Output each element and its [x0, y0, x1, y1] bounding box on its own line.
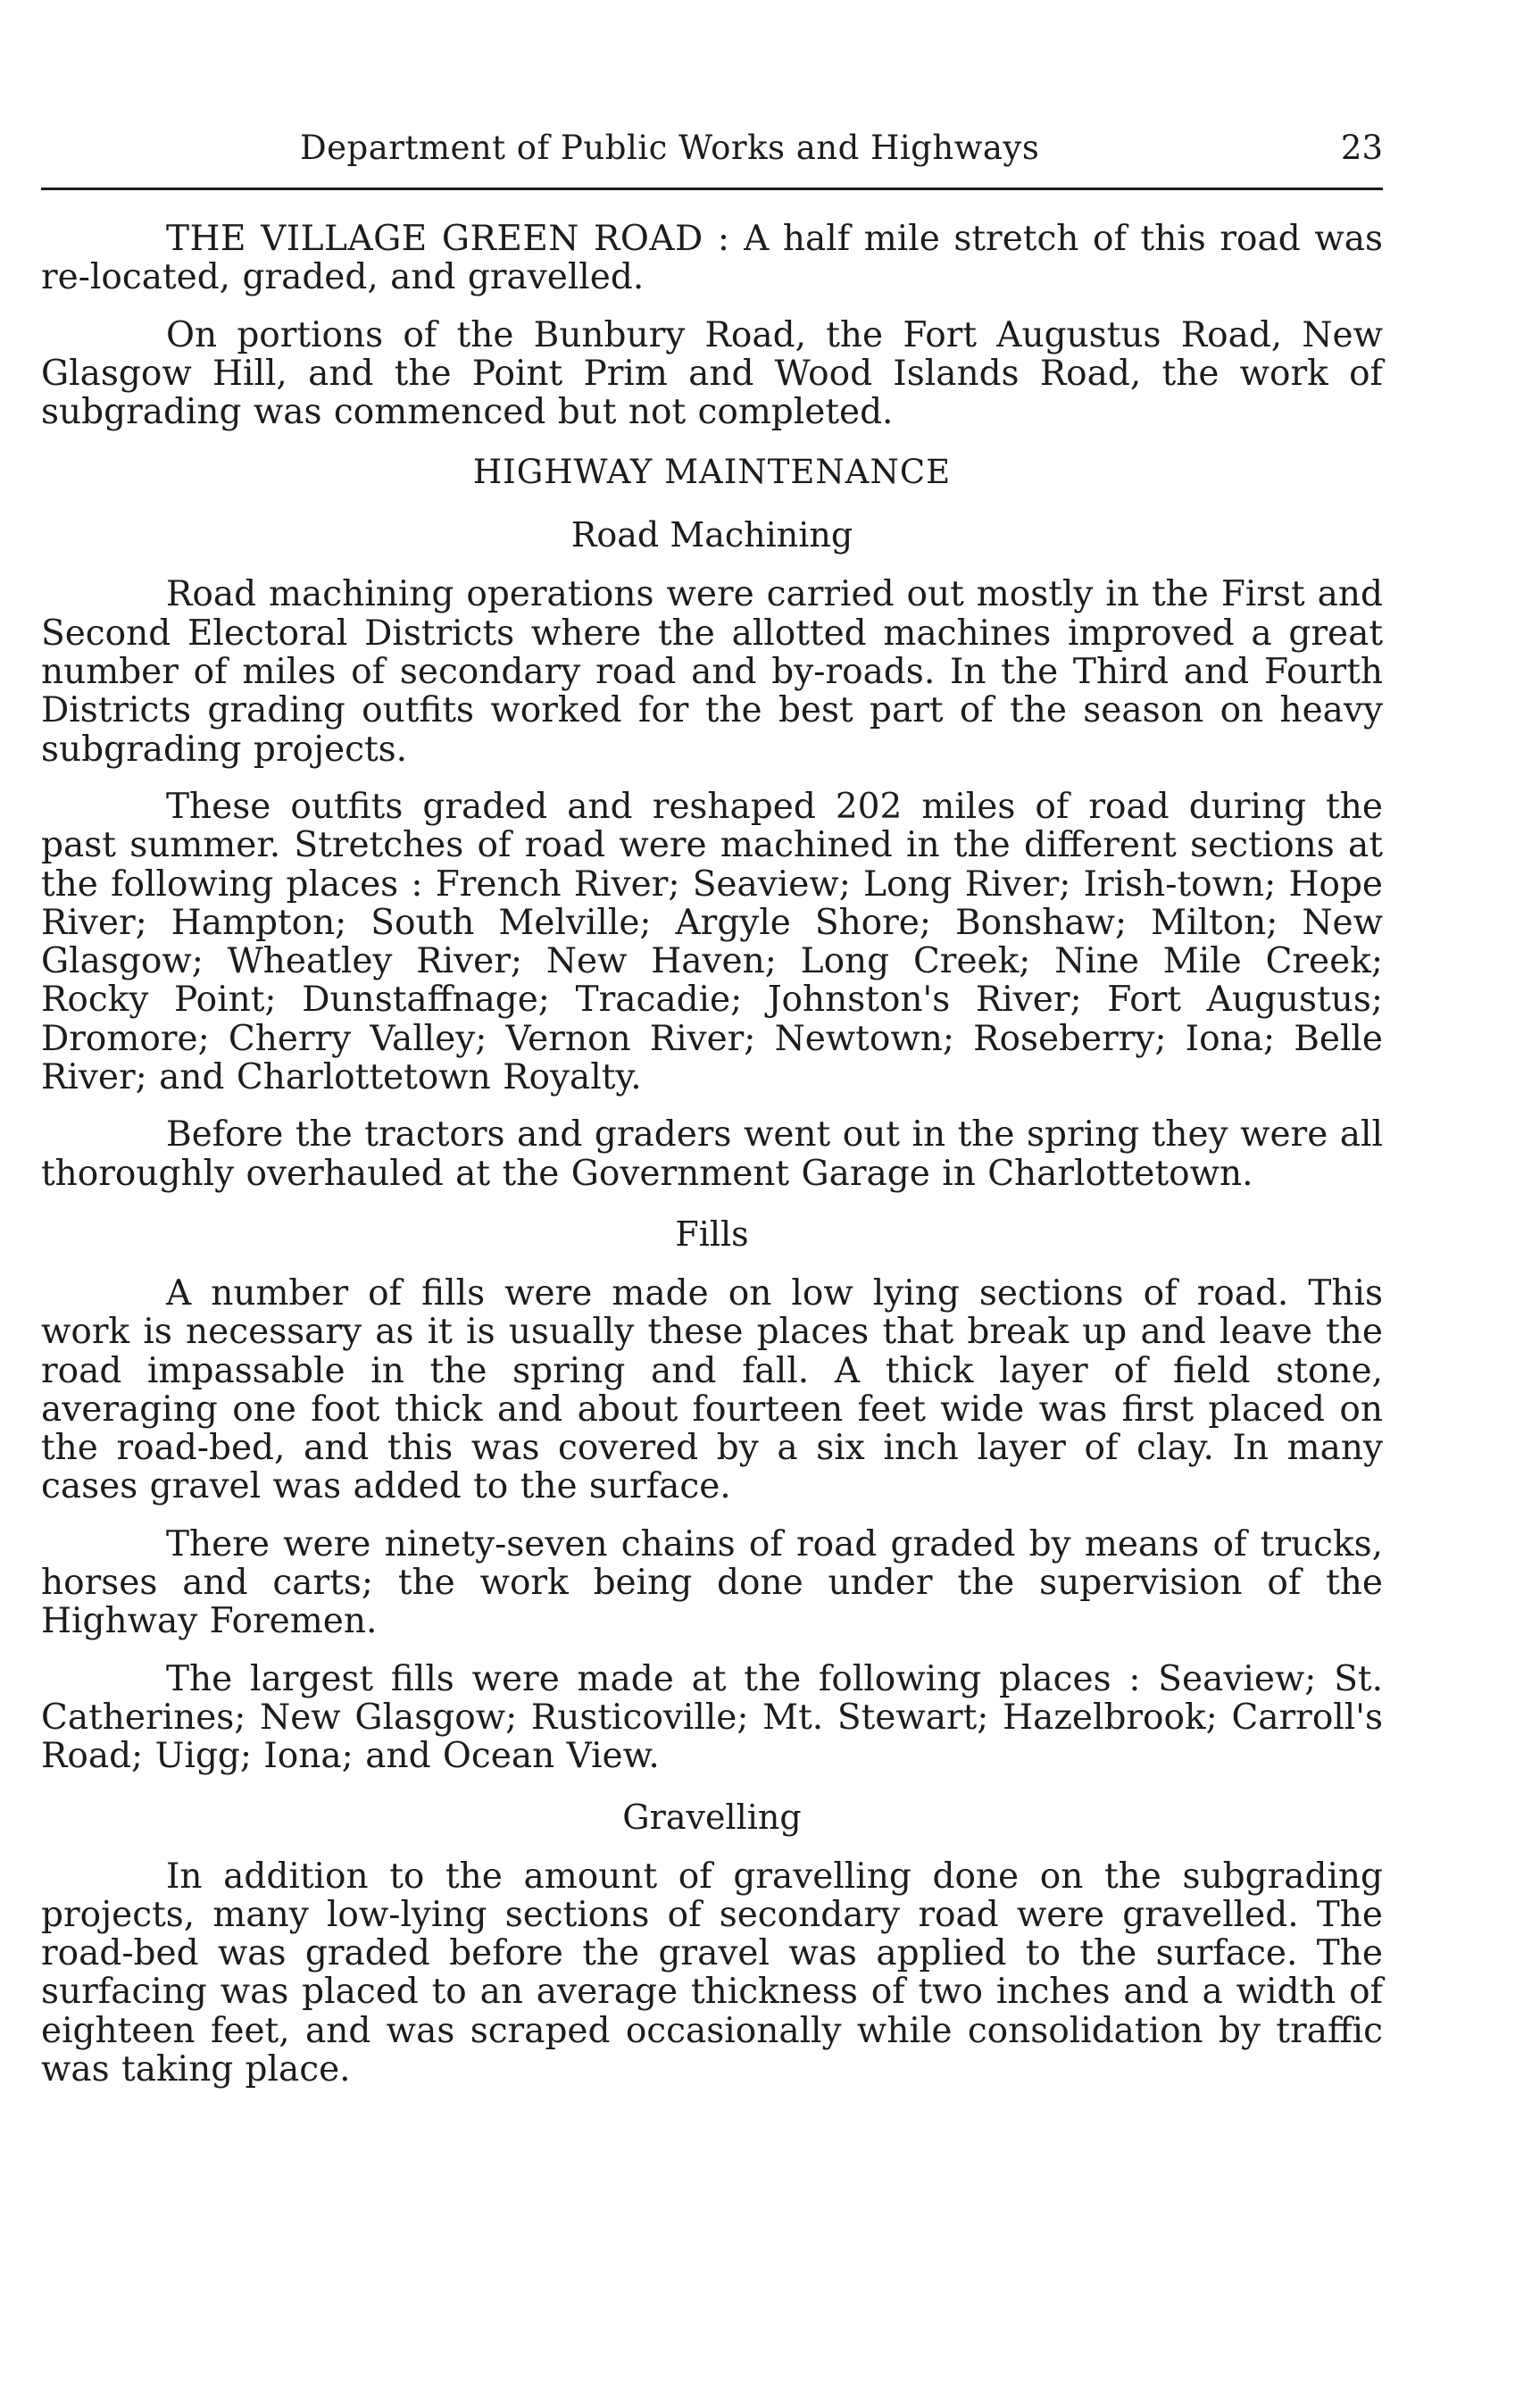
section-heading-highway-maintenance: HIGHWAY MAINTENANCE	[472, 453, 952, 492]
subheading-road-machining: Road Machining	[570, 515, 853, 555]
paragraph-machined-places: These outfits graded and reshaped 202 miles of road during the past summer. Stretches of road were machined in the different sections at the following places : French River; Seaview; Long River; Irish-town; Hope River; Hampton; South Melville; Argyle Shore; Bonshaw; Milton; New Glasgow; Wheatley River; New Haven; Long Creek; Nine Mile Creek; Rocky Point; Dunstaffnage; Tracadie; Johnston's River; Fort Augustus; Dromore; Cherry Valley; Vernon River; Newtown; Roseberry; Iona; Belle River; and Charlottetown Royalty.	[41, 786, 1383, 1098]
paragraph-machining-operations: Road machining operations were carried out mostly in the First and Second Electoral Districts where the allotted machines improved a great number of miles of secondary road and by-roads. In the Third and Fourth Districts grading outfits worked for the best part of the season on heavy subgrading projects.	[41, 574, 1383, 770]
paragraph-text: A half mile stretch of this road was re-located, graded, and gravelled.	[41, 219, 1383, 298]
running-header	[41, 125, 1383, 190]
page-number: 23	[1340, 129, 1383, 167]
paragraph-lead: THE VILLAGE GREEN ROAD :	[166, 219, 730, 259]
subheading-fills: Fills	[675, 1214, 749, 1254]
paragraph-largest-fills: The largest fills were made at the following places : Seaview; St. Catherines; New Glasgow; Rusticoville; Mt. Stewart; Hazelbrook; Carroll's Road; Uigg; Iona; and Ocean View.	[41, 1658, 1383, 1777]
running-title: Department of Public Works and Highways	[300, 129, 1040, 167]
paragraph-subgrading: On portions of the Bunbury Road, the Fort Augustus Road, New Glasgow Hill, and the Point Prim and Wood Islands Road, the work of subgrading was commenced but not completed.	[41, 314, 1383, 433]
paragraph-chains-graded: There were ninety-seven chains of road graded by means of trucks, horses and carts; the work being done under the supervision of the Highway Foremen.	[41, 1523, 1383, 1642]
page-body	[41, 220, 1383, 2107]
paragraph-fills: A number of fills were made on low lying sections of road. This work is necessary as it is usually these places that break up and leave the road impassable in the spring and fall. A thick layer of field stone, averaging one foot thick and about fourteen feet wide was first placed on the road-bed, and this was covered by a six inch layer of clay. In many cases gravel was added to the surface.	[41, 1272, 1383, 1507]
paragraph-gravelling: In addition to the amount of gravelling done on the subgrading projects, many low-lying sections of secondary road were gravelled. The road-bed was graded before the gravel was applied to the surface. The surfacing was placed to an average thickness of two inches and a width of eighteen feet, and was scraped occasionally while consolidation by traffic was taking place.	[41, 1856, 1383, 2090]
paragraph-village-green-road	[41, 220, 1383, 297]
subheading-gravelling: Gravelling	[622, 1797, 802, 1837]
paragraph-overhaul: Before the tractors and graders went out in the spring they were all thoroughly overhauled at the Government Garage in Charlottetown.	[41, 1114, 1383, 1194]
